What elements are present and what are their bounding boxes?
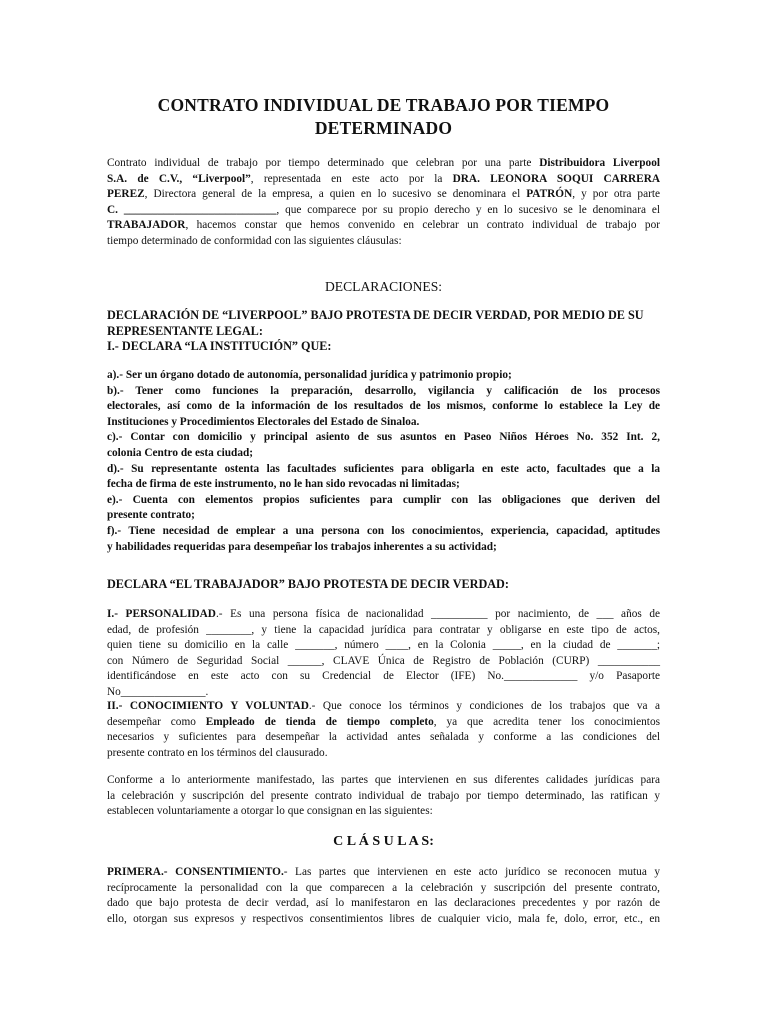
primera-line xyxy=(107,865,660,881)
declaration-item: electorales, así como de la información de los resultados de los mismos, conforme lo establece la Ley de xyxy=(107,400,660,413)
personalidad-paragraph xyxy=(107,607,660,701)
primera-line: dado que bajo protesta de decir verdad, así lo manifestaron en las declaraciones precedentes y por razón de xyxy=(107,897,660,910)
liverpool-declaration xyxy=(107,308,660,355)
declaration-item: Instituciones y Procedimientos Electorales del Estado de Sinaloa. xyxy=(107,415,420,428)
conforme-paragraph xyxy=(107,773,660,820)
primera-label: PRIMERA.- CONSENTIMIENTO. xyxy=(107,866,284,878)
conocimiento-paragraph xyxy=(107,699,660,761)
conocimiento-line: necesarios y suficientes para desempeñar la actividad antes señalada y conforme a las condiciones del xyxy=(107,731,660,744)
title-line-1: CONTRATO INDIVIDUAL DE TRABAJO POR TIEMPO xyxy=(157,95,610,115)
representative-name: PEREZ xyxy=(107,188,145,201)
intro-line xyxy=(107,156,660,172)
intro-line xyxy=(107,172,660,188)
trabajador-term: TRABAJADOR xyxy=(107,219,186,232)
trabajador-declaration xyxy=(107,577,660,593)
declaration-item: presente contrato; xyxy=(107,509,195,522)
company-name: Distribuidora Liverpool xyxy=(539,157,660,169)
declaraciones-heading: DECLARACIONES: xyxy=(324,279,443,294)
conocimiento-line xyxy=(107,715,660,731)
document-title xyxy=(107,94,660,144)
personalidad-text: .- Es una persona física de nacionalidad __________ por nacimiento, de ___ años de xyxy=(215,608,660,620)
liverpool-declaration-heading: DECLARACIÓN DE “LIVERPOOL” BAJO PROTESTA DE DECIR VERDAD, POR MEDIO DE SU xyxy=(107,308,644,322)
title-line-2: DETERMINADO xyxy=(314,118,453,138)
conforme-line: Conforme a lo anteriormente manifestado, las partes que intervienen en sus diferentes calidades jurídicas para xyxy=(107,774,660,786)
conforme-line: la celebración y suscripción del presente contrato individual de trabajo por tiempo determinado, las ratifican y xyxy=(107,789,660,802)
declaration-item: c).- Contar con domicilio y principal asiento de sus asuntos en Paseo Niños Héroes No. 352 Int. 2, xyxy=(107,431,660,444)
intro-text: , representada en este acto por la xyxy=(250,172,453,185)
primera-line: ello, otorgan sus expresos y respectivos consentimientos libres de cualquier vicio, mala fe, dolo, error, etc., en xyxy=(107,912,660,925)
conocimiento-text: desempeñar como xyxy=(107,715,206,728)
personalidad-line: con Número de Seguridad Social ______, CLAVE Única de Registro de Población (CURP) ___________ xyxy=(107,654,660,667)
declaration-item: f).- Tiene necesidad de emplear a una persona con los conocimientos, experiencia, capacidad, aptitudes xyxy=(107,524,660,537)
conocimiento-text: , ya que acredita tener los conocimientos xyxy=(433,715,660,728)
patron-term: PATRÓN xyxy=(526,188,573,201)
liverpool-declaration-items xyxy=(107,368,660,555)
worker-name-blank: C. ___________________________ xyxy=(107,203,277,216)
intro-line xyxy=(107,203,660,219)
declaration-item: d).- Su representante ostenta las facultades suficientes para obligarla en este acto, facultades que a la xyxy=(107,462,660,475)
declaration-item: y habilidades requeridas para desempeñar los trabajos inherentes a su actividad; xyxy=(107,540,497,553)
declaration-item: colonia Centro de esta ciudad; xyxy=(107,446,254,459)
intro-text: , que comparece por su propio derecho y en lo sucesivo se le denominara el xyxy=(276,203,660,216)
clausulas-section xyxy=(107,834,660,850)
declaraciones-section xyxy=(107,279,660,295)
personalidad-line xyxy=(107,607,660,623)
intro-line xyxy=(107,187,660,203)
personalidad-line: identificándose en este acto con su Credencial de Elector (IFE) No._____________ y/o Pasaporte xyxy=(107,670,660,683)
declaration-item: fecha de firma de este instrumento, no le han sido revocadas ni limitadas; xyxy=(107,478,460,491)
intro-line xyxy=(107,218,660,234)
conforme-line: establecen voluntariamente a otorgar lo que consignan en las siguientes: xyxy=(107,805,433,818)
conocimiento-line: presente contrato en los términos del clausurado. xyxy=(107,746,328,759)
trabajador-declaration-heading: DECLARA “EL TRABAJADOR” BAJO PROTESTA DE DECIR VERDAD: xyxy=(107,577,509,591)
conocimiento-line xyxy=(107,699,660,715)
primera-line: recíprocamente la personalidad con la que comparecen a la celebración y suscripción del presente contrato, xyxy=(107,881,660,894)
personalidad-line: quien tiene su domicilio en la calle _______, número ____, en la Colonia _____, en la ciudad de _______; xyxy=(107,639,660,652)
intro-text: Contrato individual de trabajo por tiempo determinado que celebran por una parte xyxy=(107,157,540,169)
intro-text: , y por otra parte xyxy=(572,188,660,201)
personalidad-line: No_______________. xyxy=(107,685,209,698)
clausulas-heading: C L Á S U L A S: xyxy=(333,834,434,849)
job-title: Empleado de tienda de tiempo completo xyxy=(205,715,434,728)
intro-line: tiempo determinado de conformidad con las siguientes cláusulas: xyxy=(107,234,402,247)
liverpool-declaration-heading: REPRESENTANTE LEGAL: xyxy=(107,323,263,338)
intro-text: , Directora general de la empresa, a quien en lo sucesivo se denominara el xyxy=(144,188,527,201)
conocimiento-text: .- Que conoce los términos y condiciones de los trabajos que va a xyxy=(308,700,660,712)
primera-clause xyxy=(107,865,660,927)
company-name: S.A. de C.V., “Liverpool” xyxy=(107,172,251,185)
personalidad-label: I.- PERSONALIDAD xyxy=(107,608,216,620)
primera-text: - Las partes que intervienen en este acto jurídico se reconocen mutua y xyxy=(283,866,660,878)
representative-name: DRA. LEONORA SOQUI CARRERA xyxy=(452,172,661,185)
personalidad-line: edad, de profesión ________, y tiene la capacidad jurídica para contratar y obligarse en este tipo de actos, xyxy=(107,623,660,636)
declaration-item: e).- Cuenta con elementos propios suficientes para cumplir con las obligaciones que deriven del xyxy=(107,493,660,506)
institution-declares-heading: I.- DECLARA “LA INSTITUCIÓN” QUE: xyxy=(107,339,332,354)
intro-paragraph xyxy=(107,156,660,250)
intro-text: , hacemos constar que hemos convenido en celebrar un contrato individual de trabajo por xyxy=(185,219,660,232)
declaration-item: b).- Tener como funciones la preparación, desarrollo, vigilancia y calificación de los procesos xyxy=(107,384,660,397)
declaration-item: a).- Ser un órgano dotado de autonomía, personalidad jurídica y patrimonio propio; xyxy=(107,369,512,381)
conocimiento-label: II.- CONOCIMIENTO Y VOLUNTAD xyxy=(107,700,309,712)
